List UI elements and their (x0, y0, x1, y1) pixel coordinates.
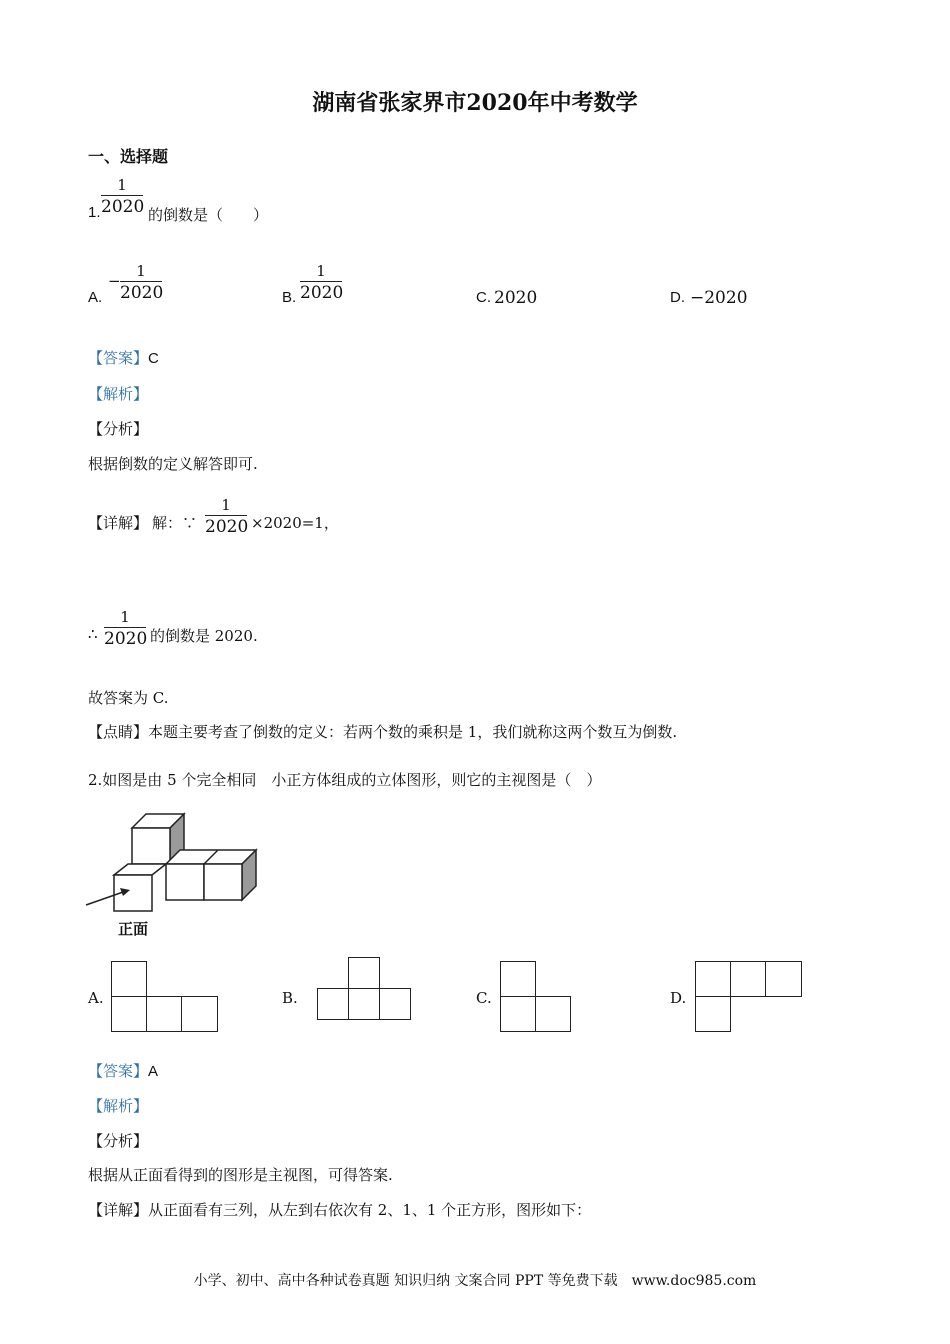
q1-option-d-value: −2020 (690, 288, 748, 308)
q2-option-a-label: A. (88, 989, 104, 1007)
answer-value: A (148, 1063, 159, 1080)
q1-conclusion: 故答案为 C. (88, 689, 169, 707)
q2-fenxi-text: 根据从正面看得到的图形是主视图，可得答案. (88, 1166, 393, 1184)
answer-tag: 【答案】 (88, 349, 149, 367)
q1-fenxi-text: 根据倒数的定义解答即可. (88, 455, 258, 473)
q1-dianjing: 【点睛】本题主要考查了倒数的定义：若两个数的乘积是 1，我们就称这两个数互为倒数. (88, 723, 678, 741)
q1-fenxi: 【分析】 (88, 420, 149, 438)
q1-option-c-value: 2020 (494, 288, 538, 308)
page-title: 湖南省张家界市2020年中考数学 (312, 90, 638, 116)
q1-option-c-label: C. (476, 289, 491, 306)
q1-number: 1. (88, 204, 101, 221)
q1-jiexi: 【解析】 (88, 385, 149, 403)
q2-answer (88, 1060, 158, 1081)
q1-therefore: ∴ (88, 625, 98, 643)
q1-answer (88, 347, 159, 368)
q2-fenxi: 【分析】 (88, 1132, 149, 1150)
q1-detail-fraction: 1 2020 (205, 496, 249, 537)
front-view-label: 正面 (118, 921, 149, 938)
q2-option-b-label: B. (282, 989, 298, 1007)
q2-option-b-figure (317, 957, 412, 1021)
q1-option-b-fraction: 1 2020 (300, 262, 344, 303)
page-footer: 小学、初中、高中各种试卷真题 知识归纳 文案合同 PPT 等免费下载 www.doc985.com (193, 1273, 757, 1289)
q1-option-b-label: B. (282, 289, 297, 306)
q2-option-c-label: C. (476, 989, 492, 1007)
q1-therefore-suffix: 的倒数是 2020. (150, 627, 258, 645)
q1-detail-suffix: ×2020=1， (251, 514, 339, 532)
q2-option-a-figure (111, 961, 219, 1033)
q2-option-d-label: D. (670, 989, 687, 1007)
q1-stem: 的倒数是（ ） (148, 206, 269, 224)
cube-figure (86, 812, 266, 942)
q1-option-a-label: A. (88, 289, 103, 306)
answer-value: C (148, 350, 159, 367)
q1-option-d-label: D. (670, 289, 685, 306)
q2-option-c-figure (500, 961, 573, 1033)
q1-option-a-fraction: 1 2020 (120, 262, 164, 303)
q2-detail: 【详解】从正面看有三列，从左到右依次有 2、1、1 个正方形，图形如下： (88, 1201, 592, 1219)
q1-fraction: 1 2020 (101, 176, 145, 217)
q2-option-d-figure (695, 961, 803, 1033)
q2-stem: 2.如图是由 5 个完全相同 小正方体组成的立体图形，则它的主视图是（ ） (88, 771, 602, 789)
answer-tag: 【答案】 (88, 1062, 149, 1080)
q1-detail-prefix: 解：∵ (152, 514, 198, 532)
q1-therefore-fraction: 1 2020 (104, 608, 148, 649)
q1-option-a-sign: − (108, 272, 121, 290)
q2-jiexi: 【解析】 (88, 1097, 149, 1115)
q1-detail-tag: 【详解】 (88, 514, 149, 532)
section-heading: 一、选择题 (88, 147, 169, 166)
